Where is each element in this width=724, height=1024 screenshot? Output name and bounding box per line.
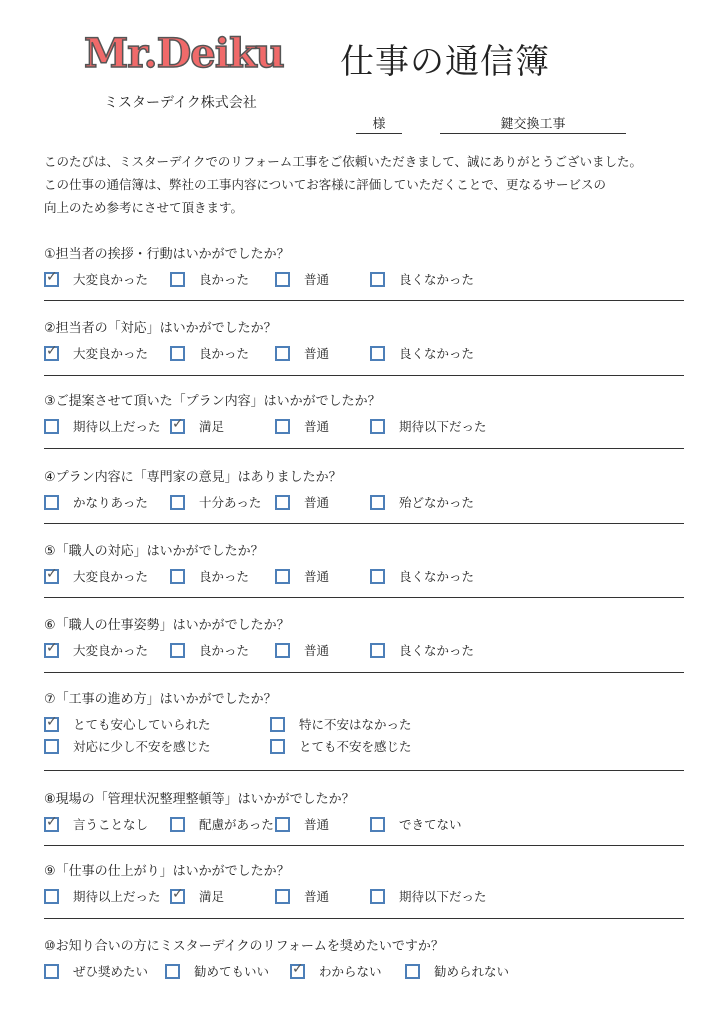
answer-option[interactable]	[275, 567, 329, 585]
answer-label: 期待以上だった	[73, 889, 161, 904]
answer-checkbox[interactable]	[44, 419, 59, 434]
answer-checkbox[interactable]	[44, 495, 59, 510]
answer-checkbox[interactable]	[170, 817, 185, 832]
answer-option[interactable]	[370, 567, 474, 585]
answer-checkbox[interactable]	[370, 569, 385, 584]
answer-label: 普通	[304, 495, 330, 510]
question-text: ④プラン内容に「専門家の意見」はありましたか？	[44, 470, 342, 485]
answer-label: 殆どなかった	[399, 495, 475, 510]
answer-label: 期待以下だった	[399, 419, 487, 434]
answer-option[interactable]	[275, 270, 329, 288]
answer-checkbox[interactable]	[275, 419, 290, 434]
answer-option[interactable]	[44, 493, 148, 511]
answer-option[interactable]	[44, 715, 211, 733]
answer-checkbox[interactable]	[170, 415, 185, 434]
answer-checkbox[interactable]	[170, 346, 185, 361]
answer-option[interactable]	[170, 344, 249, 362]
answer-option[interactable]	[275, 641, 329, 659]
answer-option[interactable]	[290, 962, 382, 980]
answer-label: 満足	[199, 889, 225, 904]
answer-option[interactable]	[44, 887, 161, 905]
section-divider	[44, 770, 684, 771]
answer-option[interactable]	[170, 641, 249, 659]
answer-checkbox[interactable]	[275, 272, 290, 287]
answer-checkbox[interactable]	[275, 346, 290, 361]
answer-checkbox[interactable]	[44, 268, 59, 287]
answer-label: 期待以下だった	[399, 889, 487, 904]
answer-label: 満足	[199, 419, 225, 434]
answer-checkbox[interactable]	[170, 885, 185, 904]
customer-name-line: 様	[356, 113, 402, 134]
answer-label: 対応に少し不安を感じた	[73, 739, 211, 754]
answer-label: 普通	[304, 889, 330, 904]
answer-label: 大変良かった	[73, 569, 149, 584]
answer-checkbox[interactable]	[170, 569, 185, 584]
company-name: ミスターデイク株式会社	[104, 95, 257, 111]
answer-label: かなりあった	[73, 495, 148, 510]
question-10	[44, 935, 684, 954]
answer-option[interactable]	[370, 641, 474, 659]
answer-option[interactable]	[44, 270, 148, 288]
question-4	[44, 466, 684, 485]
answer-label: 普通	[304, 346, 330, 361]
answer-checkbox[interactable]	[44, 889, 59, 904]
answer-option[interactable]	[170, 887, 224, 905]
answer-label: 配慮があった	[199, 817, 274, 832]
answer-option[interactable]	[370, 417, 487, 435]
project-name-line: 鍵交換工事	[440, 113, 626, 134]
question-8	[44, 788, 684, 807]
question-6	[44, 614, 684, 633]
answer-checkbox[interactable]	[270, 717, 285, 732]
answer-checkbox[interactable]	[275, 889, 290, 904]
answer-label: 良かった	[199, 272, 250, 287]
answer-label: とても不安を感じた	[299, 739, 412, 754]
answer-option[interactable]	[275, 417, 329, 435]
answer-label: 普通	[304, 817, 330, 832]
answer-option[interactable]	[370, 815, 462, 833]
check-mark-icon: ✓	[46, 713, 58, 730]
answer-label: 十分あった	[199, 495, 262, 510]
section-divider	[44, 918, 684, 919]
answer-checkbox[interactable]	[170, 272, 185, 287]
answer-option[interactable]	[170, 567, 249, 585]
answer-checkbox[interactable]	[44, 639, 59, 658]
answer-label: ぜひ奨めたい	[73, 964, 149, 979]
answer-label: 大変良かった	[73, 272, 149, 287]
question-text: ⑨「仕事の仕上がり」はいかがでしたか？	[44, 864, 290, 879]
answer-label: 勧めてもいい	[194, 964, 270, 979]
question-3	[44, 390, 684, 409]
answer-option[interactable]	[170, 815, 274, 833]
answer-option[interactable]	[44, 567, 148, 585]
answer-checkbox[interactable]	[44, 739, 59, 754]
answer-label: 良かった	[199, 569, 250, 584]
answer-label: 良くなかった	[399, 272, 475, 287]
check-mark-icon: ✓	[46, 268, 58, 285]
answer-checkbox[interactable]	[275, 569, 290, 584]
answer-option[interactable]	[275, 344, 329, 362]
intro-text	[44, 150, 684, 219]
answer-checkbox[interactable]	[44, 813, 59, 832]
question-text: ⑦「工事の進め方」はいかがでしたか？	[44, 692, 277, 707]
answer-label: 良かった	[199, 643, 250, 658]
answer-checkbox[interactable]	[44, 713, 59, 732]
answer-checkbox[interactable]	[290, 960, 305, 979]
check-mark-icon: ✓	[46, 813, 58, 830]
answer-label: 大変良かった	[73, 643, 149, 658]
section-divider	[44, 672, 684, 673]
intro-line: この仕事の通信簿は、弊社の工事内容についてお客様に評価していただくことで、更なるサービスの	[44, 177, 607, 192]
answer-option[interactable]	[44, 417, 161, 435]
check-mark-icon: ✓	[46, 342, 58, 359]
answer-checkbox[interactable]	[370, 889, 385, 904]
answer-checkbox[interactable]	[370, 495, 385, 510]
answer-checkbox[interactable]	[44, 342, 59, 361]
question-text: ③ご提案させて頂いた「プラン内容」はいかがでしたか？	[44, 394, 381, 409]
answer-checkbox[interactable]	[370, 272, 385, 287]
answer-label: 普通	[304, 272, 330, 287]
answer-label: 普通	[304, 419, 330, 434]
section-divider	[44, 375, 684, 376]
answer-label: 良くなかった	[399, 346, 475, 361]
answer-option[interactable]	[170, 270, 249, 288]
question-text: ⑩お知り合いの方にミスターデイクのリフォームを奨めたいですか？	[44, 939, 444, 954]
answer-label: 言うことなし	[73, 817, 149, 832]
check-mark-icon: ✓	[172, 415, 184, 432]
answer-option[interactable]	[405, 962, 509, 980]
answer-label: 期待以上だった	[73, 419, 161, 434]
answer-label: 良かった	[199, 346, 250, 361]
answer-option[interactable]	[44, 815, 148, 833]
page-title: 仕事の通信簿	[340, 42, 550, 82]
question-text: ①担当者の挨拶・行動はいかがでしたか？	[44, 247, 290, 262]
answer-label: 良くなかった	[399, 643, 475, 658]
answer-checkbox[interactable]	[370, 346, 385, 361]
answer-label: できてない	[399, 817, 462, 832]
answer-checkbox[interactable]	[275, 643, 290, 658]
answer-checkbox[interactable]	[370, 817, 385, 832]
check-mark-icon: ✓	[46, 565, 58, 582]
answer-option[interactable]	[370, 493, 474, 511]
answer-option[interactable]	[275, 493, 329, 511]
answer-option[interactable]	[44, 737, 211, 755]
answer-checkbox[interactable]	[405, 964, 420, 979]
check-mark-icon: ✓	[172, 885, 184, 902]
section-divider	[44, 523, 684, 524]
answer-checkbox[interactable]	[370, 643, 385, 658]
answer-option[interactable]	[44, 641, 148, 659]
question-text: ⑥「職人の仕事姿勢」はいかがでしたか？	[44, 618, 290, 633]
answer-label: わからない	[319, 964, 382, 979]
answer-label: とても安心していられた	[73, 717, 211, 732]
question-5	[44, 540, 684, 559]
section-divider	[44, 300, 684, 301]
answer-option[interactable]	[170, 417, 224, 435]
answer-option[interactable]	[270, 737, 412, 755]
answer-checkbox[interactable]	[370, 419, 385, 434]
question-1	[44, 243, 684, 262]
check-mark-icon: ✓	[292, 960, 304, 977]
answer-option[interactable]	[275, 887, 329, 905]
section-divider	[44, 597, 684, 598]
answer-option[interactable]	[44, 344, 148, 362]
answer-label: 大変良かった	[73, 346, 149, 361]
answer-label: 良くなかった	[399, 569, 475, 584]
question-text: ②担当者の「対応」はいかがでしたか？	[44, 321, 277, 336]
answer-checkbox[interactable]	[165, 964, 180, 979]
answer-option[interactable]	[275, 815, 329, 833]
answer-option[interactable]	[370, 270, 474, 288]
answer-option[interactable]	[370, 887, 487, 905]
intro-line: 向上のため参考にさせて頂きます。	[44, 200, 244, 215]
check-mark-icon: ✓	[46, 639, 58, 656]
answer-checkbox[interactable]	[170, 643, 185, 658]
answer-checkbox[interactable]	[270, 739, 285, 754]
section-divider	[44, 845, 684, 846]
answer-option[interactable]	[370, 344, 474, 362]
answer-label: 普通	[304, 643, 330, 658]
answer-checkbox[interactable]	[275, 817, 290, 832]
section-divider	[44, 448, 684, 449]
answer-option[interactable]	[270, 715, 412, 733]
question-text: ⑤「職人の対応」はいかがでしたか？	[44, 544, 264, 559]
answer-label: 普通	[304, 569, 330, 584]
answer-checkbox[interactable]	[44, 964, 59, 979]
answer-checkbox[interactable]	[44, 565, 59, 584]
answer-option[interactable]	[165, 962, 269, 980]
question-9	[44, 860, 684, 879]
question-text: ⑧現場の「管理状況整理整頓等」はいかがでしたか？	[44, 792, 355, 807]
answer-label: 勧められない	[434, 964, 510, 979]
answer-checkbox[interactable]	[275, 495, 290, 510]
answer-label: 特に不安はなかった	[299, 717, 412, 732]
answer-option[interactable]	[44, 962, 148, 980]
answer-checkbox[interactable]	[170, 495, 185, 510]
question-7	[44, 688, 684, 707]
answer-option[interactable]	[170, 493, 261, 511]
question-2	[44, 317, 684, 336]
intro-line: このたびは、ミスターデイクでのリフォーム工事をご依頼いただきまして、誠にありがとうございました。	[44, 154, 643, 169]
logo: Mr.Deiku	[84, 30, 284, 77]
